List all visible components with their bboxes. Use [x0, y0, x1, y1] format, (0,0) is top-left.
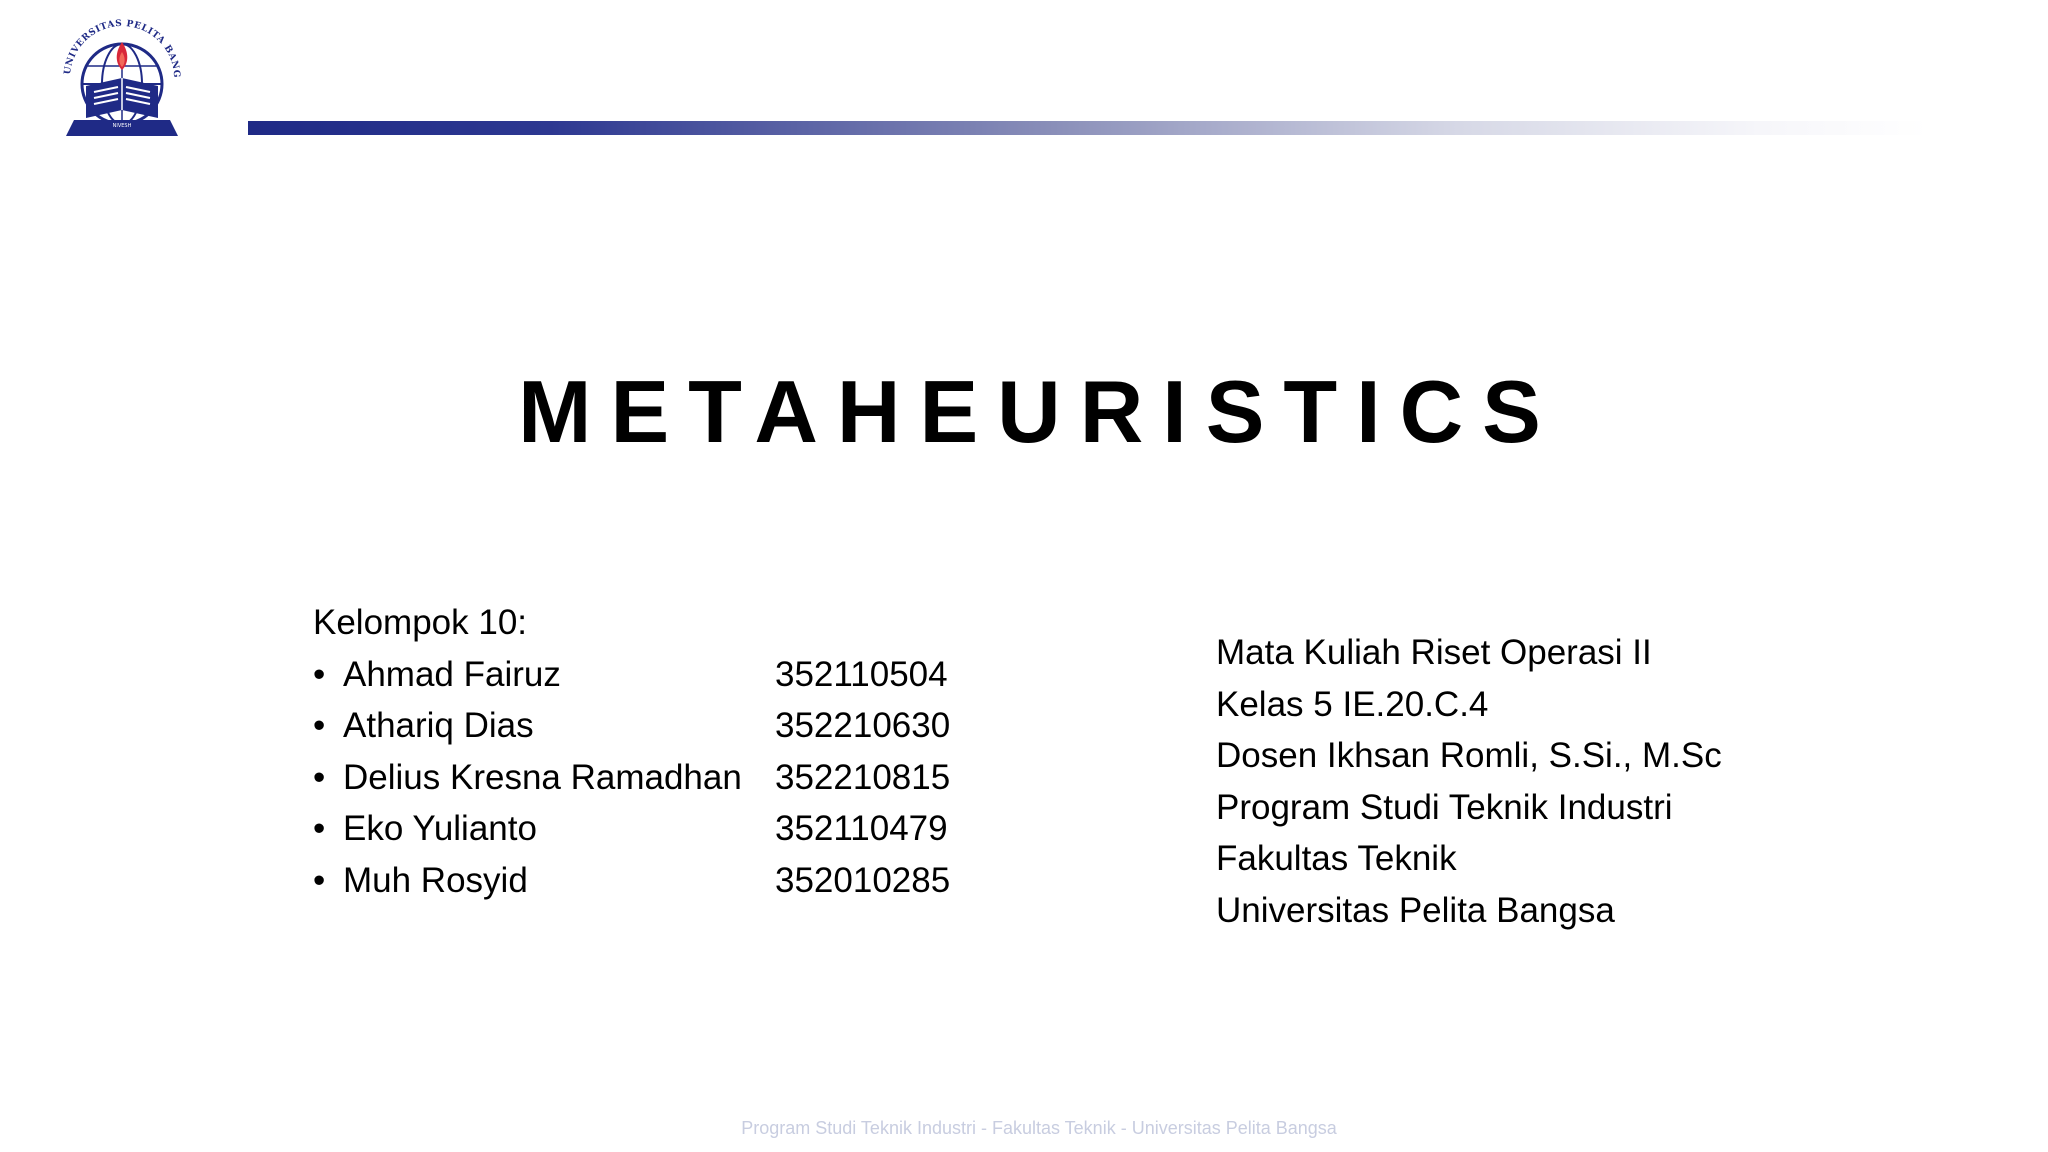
slide-footer: Program Studi Teknik Industri - Fakultas Teknik - Universitas Pelita Bangsa	[741, 1118, 1337, 1138]
svg-text:UNIVERSITAS PELITA BANGSA: UNIVERSITAS PELITA BANG	[63, 18, 182, 79]
member-name: Muh Rosyid	[343, 860, 528, 900]
member-name: Ahmad Fairuz	[343, 654, 561, 694]
header-gradient-bar	[248, 121, 1928, 135]
member-id: 352210630	[775, 706, 951, 745]
group-heading: Kelompok 10:	[313, 603, 528, 642]
bullet: •	[313, 809, 326, 848]
member-row	[313, 700, 951, 752]
bullet: •	[313, 860, 326, 900]
member-name: Eko Yulianto	[343, 809, 537, 848]
study-program: Program Studi Teknik Industri	[1216, 787, 1673, 827]
bullet: •	[313, 654, 326, 694]
group-members-section	[313, 597, 951, 906]
course-name: Mata Kuliah Riset Operasi II	[1216, 633, 1652, 672]
member-id: 352210815	[775, 757, 951, 797]
member-id: 352010285	[775, 860, 951, 900]
bullet: •	[313, 757, 326, 797]
course-info-section	[1216, 627, 1722, 936]
university: Universitas Pelita Bangsa	[1216, 890, 1615, 930]
member-row	[313, 855, 951, 907]
member-name: Athariq Dias	[343, 706, 534, 745]
university-logo-icon	[56, 14, 188, 138]
member-row	[313, 649, 948, 701]
slide-title: METAHEURISTICS	[518, 362, 1560, 461]
member-id: 352110504	[775, 654, 948, 694]
member-id: 352110479	[775, 809, 948, 848]
lecturer: Dosen Ikhsan Romli, S.Si., M.Sc	[1216, 736, 1722, 775]
member-row	[313, 803, 948, 855]
bullet: •	[313, 706, 326, 745]
svg-text:NIVESH: NIVESH	[112, 123, 132, 129]
faculty: Fakultas Teknik	[1216, 839, 1457, 878]
member-row	[313, 752, 951, 804]
class-code: Kelas 5 IE.20.C.4	[1216, 684, 1489, 724]
member-name: Delius Kresna Ramadhan	[343, 757, 742, 797]
